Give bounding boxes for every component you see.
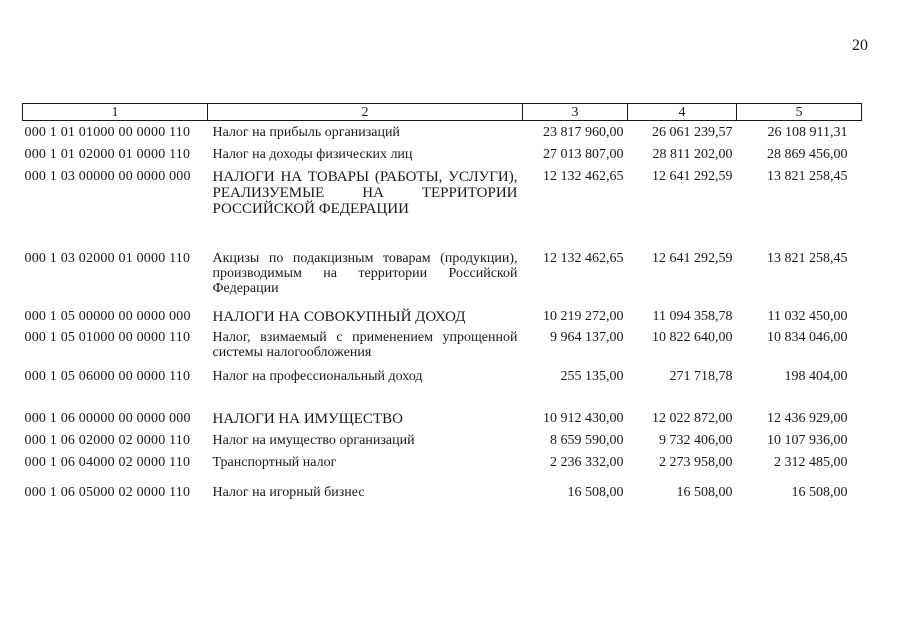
row-code: 000 1 03 02000 01 0000 110	[24, 250, 191, 266]
row-value-col5: 28 869 456,00	[767, 146, 848, 162]
row-value-col4: 28 811 202,00	[652, 146, 733, 162]
table-row	[23, 165, 862, 249]
column-header-2: 2	[208, 104, 523, 121]
row-code: 000 1 06 04000 02 0000 110	[24, 454, 191, 470]
row-code: 000 1 05 00000 00 0000 000	[24, 308, 191, 324]
row-code: 000 1 06 02000 02 0000 110	[24, 432, 191, 448]
row-value-col3: 16 508,00	[567, 484, 624, 500]
table-row	[23, 121, 862, 143]
row-value-col3: 27 013 807,00	[543, 146, 624, 162]
row-value-col3: 12 132 462,65	[543, 250, 624, 266]
column-header-3: 3	[523, 104, 628, 121]
row-name: Налог на профессиональный доход	[212, 368, 423, 384]
row-value-col4: 12 641 292,59	[652, 168, 733, 184]
row-value-col5: 12 436 929,00	[767, 410, 848, 426]
table-row	[23, 407, 862, 429]
row-value-col3: 2 236 332,00	[550, 454, 624, 470]
revenue-table	[22, 103, 862, 503]
row-code: 000 1 06 00000 00 0000 000	[24, 410, 191, 426]
row-value-col5: 198 404,00	[784, 368, 848, 384]
row-name: НАЛОГИ НА ИМУЩЕСТВО	[212, 410, 403, 427]
row-name: Налог, взимаемый с применением упрощенной системы налогообложения	[212, 329, 518, 360]
row-value-col3: 255 135,00	[560, 368, 624, 384]
row-value-col3: 10 219 272,00	[543, 308, 624, 324]
row-code: 000 1 05 06000 00 0000 110	[24, 368, 191, 384]
row-value-col4: 26 061 239,57	[652, 125, 733, 140]
table-header-row	[23, 104, 862, 121]
row-value-col3: 8 659 590,00	[550, 432, 624, 448]
table-row	[23, 481, 862, 503]
table-row	[23, 305, 862, 327]
column-header-1: 1	[23, 104, 208, 121]
row-value-col4: 12 022 872,00	[652, 410, 733, 426]
row-value-col5: 13 821 258,45	[767, 168, 848, 184]
row-value-col3: 23 817 960,00	[543, 125, 624, 140]
table-row	[23, 367, 862, 407]
row-value-col4: 10 822 640,00	[652, 329, 733, 345]
row-value-col5: 10 107 936,00	[767, 432, 848, 448]
table-row	[23, 429, 862, 451]
row-name: Налог на имущество организаций	[212, 432, 415, 448]
row-value-col5: 10 834 046,00	[767, 329, 848, 345]
row-value-col5: 2 312 485,00	[774, 454, 848, 470]
row-value-col4: 12 641 292,59	[652, 250, 733, 266]
row-code: 000 1 01 01000 00 0000 110	[24, 125, 191, 140]
row-name: Транспортный налог	[212, 454, 337, 470]
row-value-col5: 26 108 911,31	[767, 125, 848, 140]
row-value-col4: 11 094 358,78	[652, 308, 733, 324]
table-row	[23, 249, 862, 305]
table-row	[23, 327, 862, 367]
row-value-col3: 12 132 462,65	[543, 168, 624, 184]
row-name: НАЛОГИ НА ТОВАРЫ (РАБОТЫ, УСЛУГИ), РЕАЛИЗУЕМЫЕ НА ТЕРРИТОРИИ РОССИЙСКОЙ ФЕДЕРАЦИИ	[212, 168, 518, 217]
row-code: 000 1 01 02000 01 0000 110	[24, 146, 191, 162]
row-code: 000 1 03 00000 00 0000 000	[24, 168, 191, 184]
row-name: Налог на доходы физических лиц	[212, 146, 413, 162]
row-value-col4: 2 273 958,00	[659, 454, 733, 470]
table-row	[23, 143, 862, 165]
row-name: Налог на прибыль организаций	[212, 125, 400, 140]
row-name: НАЛОГИ НА СОВОКУПНЫЙ ДОХОД	[212, 308, 466, 325]
row-value-col5: 11 032 450,00	[767, 308, 848, 324]
row-value-col4: 271 718,78	[669, 368, 733, 384]
row-value-col3: 10 912 430,00	[543, 410, 624, 426]
column-header-4: 4	[628, 104, 737, 121]
table-row	[23, 451, 862, 481]
row-value-col4: 9 732 406,00	[659, 432, 733, 448]
column-header-5: 5	[737, 104, 862, 121]
row-code: 000 1 05 01000 00 0000 110	[24, 329, 191, 345]
row-value-col5: 16 508,00	[791, 484, 848, 500]
row-name: Налог на игорный бизнес	[212, 484, 365, 500]
row-value-col4: 16 508,00	[676, 484, 733, 500]
row-name: Акцизы по подакцизным товарам (продукции), производимым на территории Российской Федерации	[212, 250, 518, 296]
page-number: 20	[852, 37, 868, 54]
row-value-col3: 9 964 137,00	[550, 329, 624, 345]
row-value-col5: 13 821 258,45	[767, 250, 848, 266]
row-code: 000 1 06 05000 02 0000 110	[24, 484, 191, 500]
